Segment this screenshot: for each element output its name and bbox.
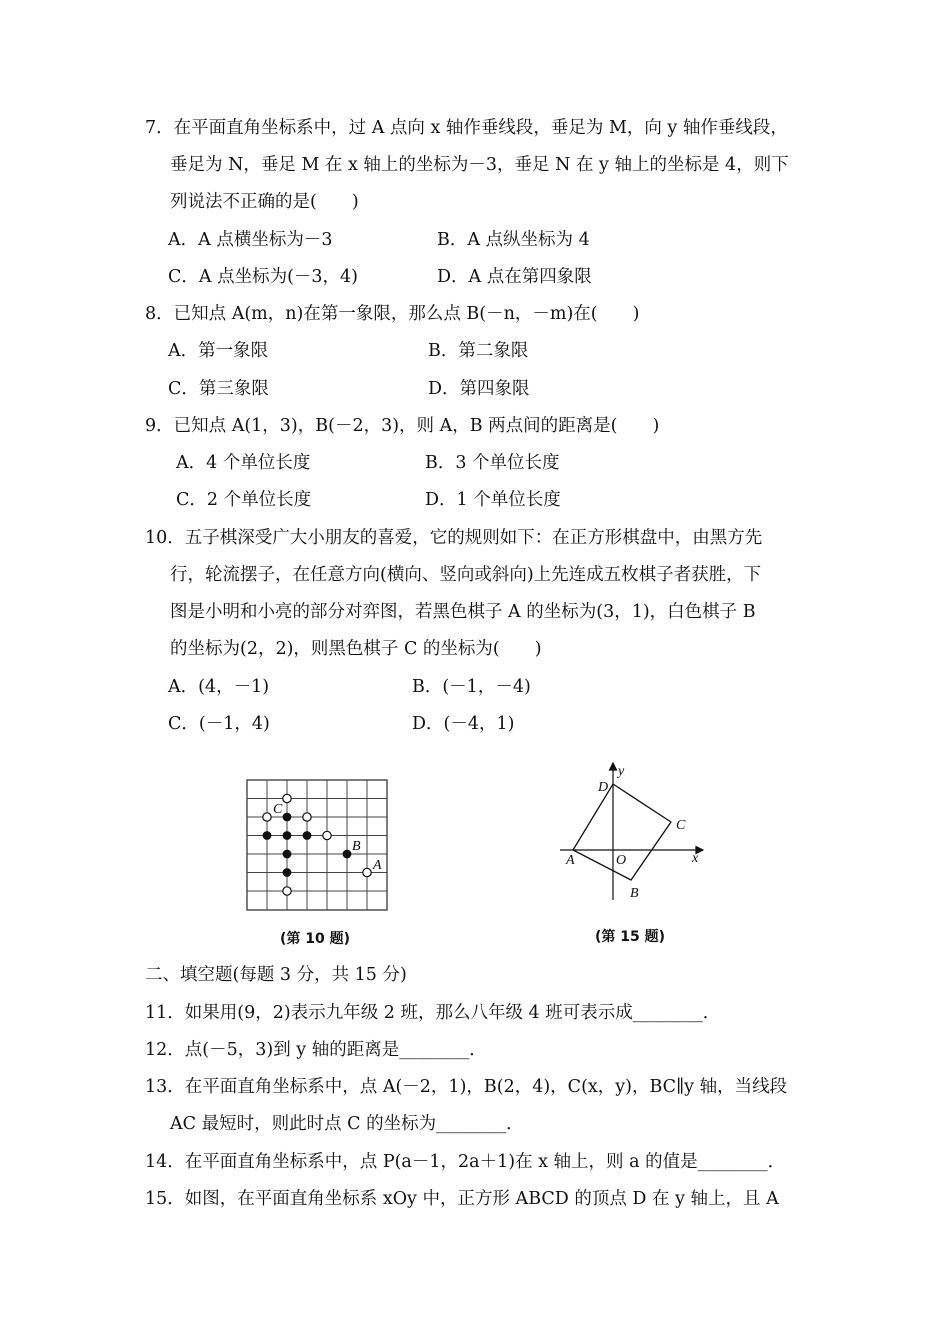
q9-option-c: C．2 个单位长度: [176, 490, 312, 510]
black-stone: [283, 850, 292, 859]
white-stone-a: [363, 868, 371, 876]
q10-option-b: B．(－1，－4): [412, 677, 531, 697]
label-a: A: [566, 853, 575, 868]
label-b: B: [352, 839, 361, 854]
q10-line2: 行，轮流摆子，在任意方向(横向、竖向或斜向)上先连成五枚棋子者获胜，下: [170, 565, 762, 585]
q14-line: 14．在平面直角坐标系中，点 P(a－1，2a＋1)在 x 轴上，则 a 的值是________．: [145, 1152, 786, 1172]
q13-line1: 13．在平面直角坐标系中，点 A(－2，1)，B(2，4)，C(x，y)，BC∥y 轴，当线段: [145, 1077, 788, 1097]
white-stone: [323, 831, 331, 839]
q10-line1: 10．五子棋深受广大小朋友的喜爱，它的规则如下：在正方形棋盘中，由黑方先: [145, 528, 763, 548]
q10-option-a: A．(4，－1): [168, 677, 270, 697]
label-y: y: [618, 764, 625, 779]
board-grid: [247, 780, 387, 910]
q7-option-c: C．A 点坐标为(－3，4): [168, 267, 359, 287]
q9-option-b: B．3 个单位长度: [425, 453, 560, 473]
q8-option-c: C．第三象限: [168, 379, 269, 399]
black-stone-b: [343, 850, 352, 859]
q7-line1: 7．在平面直角坐标系中，过 A 点向 x 轴作垂线段，垂足为 M，向 y 轴作垂线段，: [145, 118, 788, 138]
q9-line1: 9．已知点 A(1，3)，B(－2，3)，则 A，B 两点间的距离是( ): [145, 416, 660, 436]
q8-line1: 8．已知点 A(m，n)在第一象限，那么点 B(－n，－m)在( ): [145, 304, 640, 324]
label-c: C: [273, 802, 283, 817]
q12-line: 12．点(－5，3)到 y 轴的距离是________．: [145, 1040, 487, 1060]
q7-option-a: A．A 点横坐标为－3: [168, 230, 333, 250]
q9-option-a: A．4 个单位长度: [176, 453, 311, 473]
black-stone: [283, 868, 292, 877]
square-coordinate-figure: [556, 760, 704, 905]
q8-option-d: D．第四象限: [428, 379, 530, 399]
q8-option-b: B．第二象限: [428, 341, 529, 361]
black-stone: [303, 831, 312, 840]
label-d: D: [598, 780, 609, 795]
white-stone: [263, 813, 271, 821]
fig10-caption: (第 10 题): [280, 931, 351, 947]
q13-line2: AC 最短时，则此时点 C 的坐标为________．: [170, 1114, 524, 1134]
q7-line2: 垂足为 N，垂足 M 在 x 轴上的坐标为－3，垂足 N 在 y 轴上的坐标是 4，则下: [170, 155, 789, 175]
q7-option-d: D．A 点在第四象限: [437, 267, 592, 287]
label-o: O: [616, 853, 627, 868]
q9-option-d: D．1 个单位长度: [425, 490, 561, 510]
q7-option-b: B．A 点纵坐标为 4: [437, 230, 590, 250]
white-stone: [303, 813, 311, 821]
label-c: C: [676, 818, 686, 833]
q10-option-c: C．(－1，4): [168, 714, 270, 734]
q11-line: 11．如果用(9，2)表示九年级 2 班，那么八年级 4 班可表示成________．: [145, 1003, 721, 1023]
q10-line4: 的坐标为(2，2)，则黑色棋子 C 的坐标为( ): [170, 639, 542, 659]
black-stone: [283, 813, 292, 822]
q7-line3: 列说法不正确的是( ): [170, 192, 359, 212]
white-stone: [283, 887, 291, 895]
section-heading: 二、填空题(每题 3 分，共 15 分): [145, 965, 407, 985]
black-stone: [283, 831, 292, 840]
q15-line1: 15．如图，在平面直角坐标系 xOy 中，正方形 ABCD 的顶点 D 在 y 轴上，且 A: [145, 1189, 779, 1209]
label-x: x: [692, 851, 699, 866]
q10-line3: 图是小明和小亮的部分对弈图，若黑色棋子 A 的坐标为(3，1)，白色棋子 B: [170, 602, 756, 622]
black-stone: [263, 831, 272, 840]
white-stone: [283, 794, 291, 802]
gomoku-board-figure: [240, 772, 392, 920]
label-b: B: [630, 886, 639, 901]
label-a: A: [373, 858, 382, 873]
fig15-caption: (第 15 题): [595, 929, 666, 945]
q8-option-a: A．第一象限: [168, 341, 269, 361]
q10-option-d: D．(－4，1): [412, 714, 515, 734]
